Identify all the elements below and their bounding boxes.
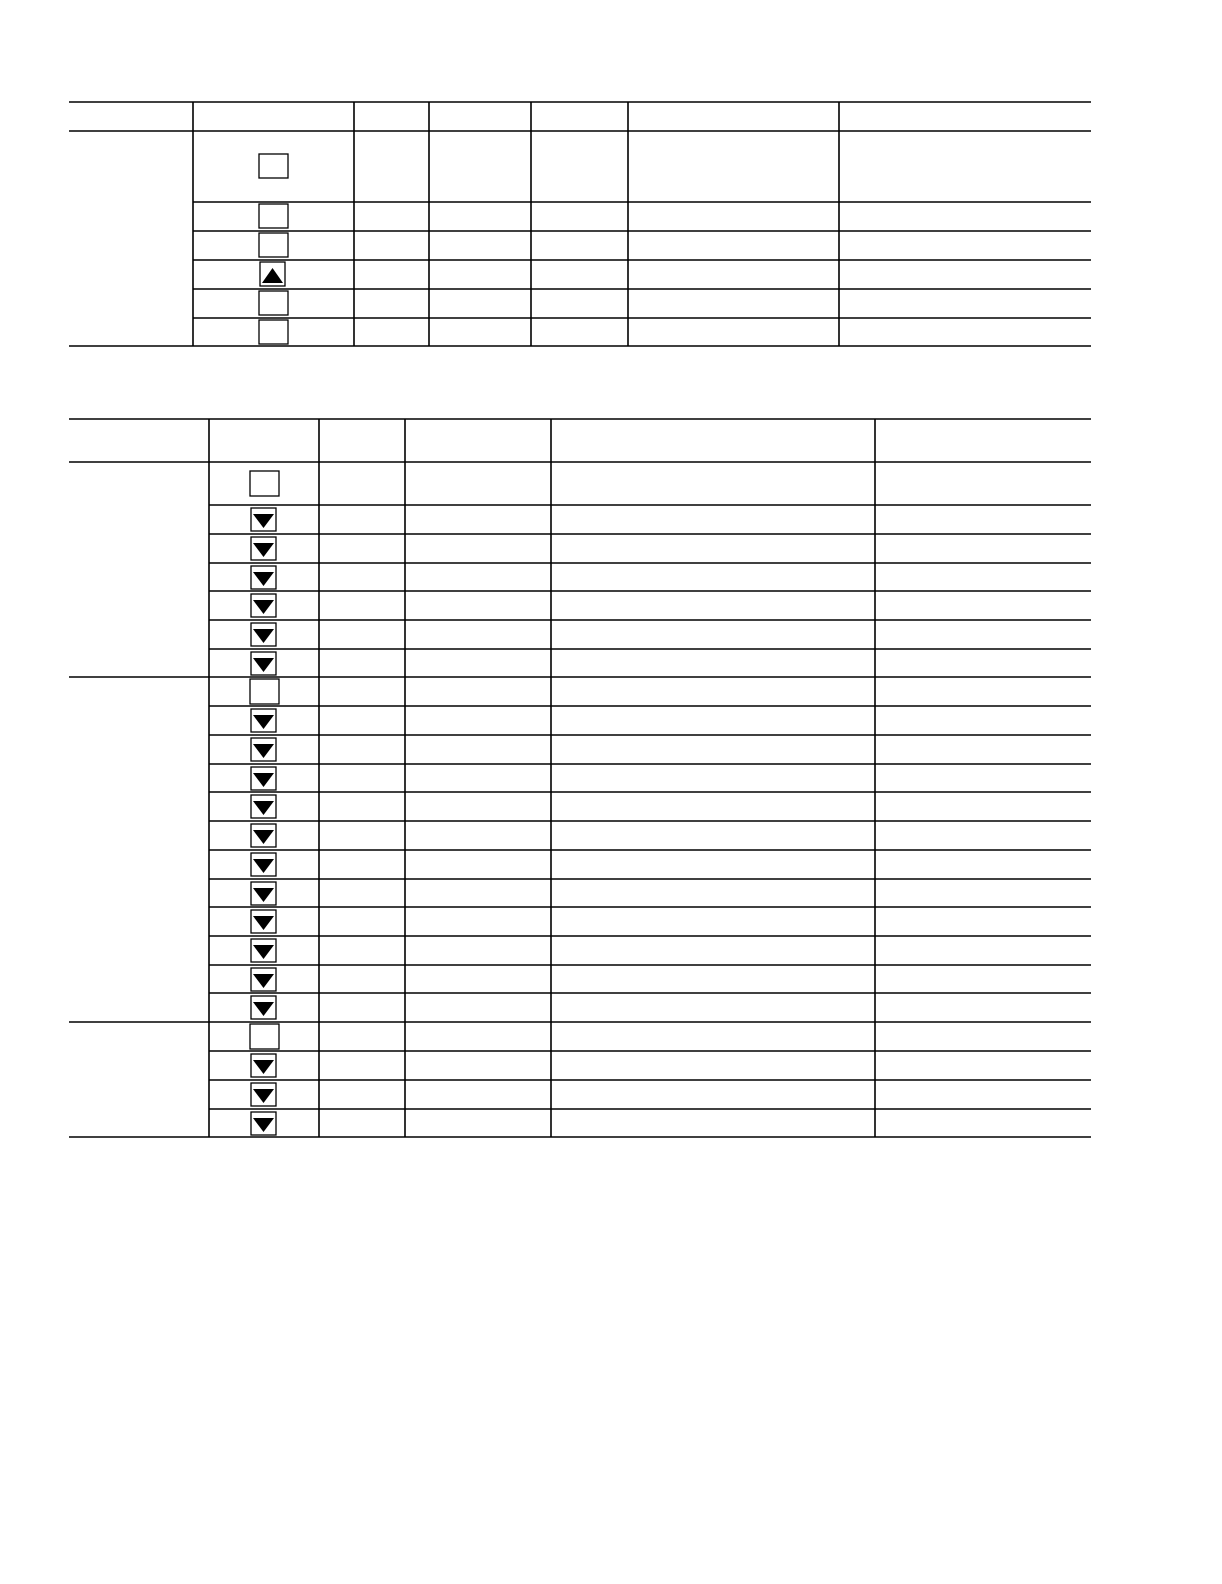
down-arrow-key-icon bbox=[251, 910, 276, 933]
table-1 bbox=[69, 102, 1091, 346]
blank-key-icon bbox=[259, 320, 288, 344]
down-arrow-key-icon bbox=[251, 882, 276, 905]
down-arrow-key-icon bbox=[251, 996, 276, 1019]
down-arrow-key-icon bbox=[251, 1054, 276, 1077]
blank-key-icon bbox=[250, 471, 279, 496]
down-arrow-key-icon bbox=[251, 1112, 276, 1135]
down-arrow-key-icon bbox=[251, 824, 276, 847]
down-arrow-key-icon bbox=[251, 738, 276, 761]
down-arrow-key-icon bbox=[251, 795, 276, 818]
down-arrow-key-icon bbox=[251, 968, 276, 991]
down-arrow-key-icon bbox=[251, 939, 276, 962]
down-arrow-key-icon bbox=[251, 508, 276, 531]
down-arrow-key-icon bbox=[251, 594, 276, 617]
blank-key-icon bbox=[259, 204, 288, 228]
down-arrow-key-icon bbox=[251, 767, 276, 790]
down-arrow-key-icon bbox=[251, 709, 276, 732]
down-arrow-key-icon bbox=[251, 623, 276, 646]
down-arrow-key-icon bbox=[251, 652, 276, 675]
blank-key-icon bbox=[259, 291, 288, 315]
down-arrow-key-icon bbox=[251, 566, 276, 589]
down-arrow-key-icon bbox=[251, 853, 276, 876]
up-arrow-key-icon bbox=[260, 262, 285, 286]
down-arrow-key-icon bbox=[251, 537, 276, 560]
blank-key-icon bbox=[250, 679, 279, 704]
blank-key-icon bbox=[259, 233, 288, 257]
table-2 bbox=[69, 419, 1091, 1137]
blank-key-icon bbox=[259, 154, 288, 178]
blank-key-icon bbox=[250, 1024, 279, 1049]
down-arrow-key-icon bbox=[251, 1083, 276, 1106]
